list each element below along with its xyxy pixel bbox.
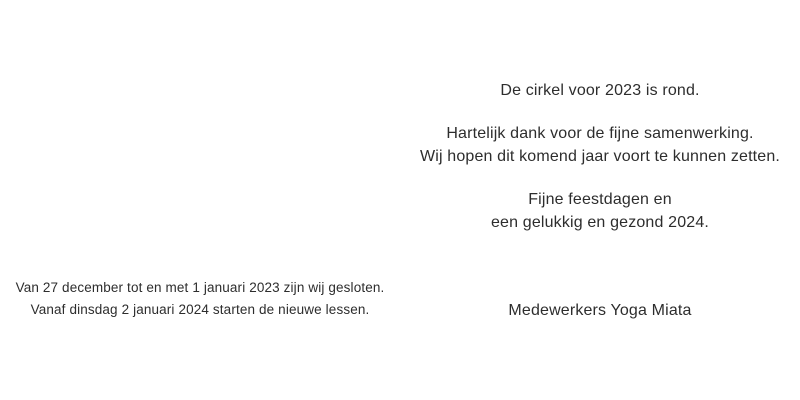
greeting-wishes-line-2: een gelukkig en gezond 2024. (491, 214, 709, 231)
greeting-opening-line: De cirkel voor 2023 is rond. (500, 82, 700, 99)
card-right-page (400, 0, 800, 400)
greeting-opening (400, 79, 800, 102)
signature: Medewerkers Yoga Miata (508, 302, 692, 319)
greeting-message (400, 79, 800, 234)
greeting-thanks-line-2: Wij hopen dit komend jaar voort te kunnen zetten. (419, 148, 781, 165)
greeting-wishes-line-1: Fijne feestdagen en (528, 191, 672, 208)
greeting-wishes (400, 188, 800, 234)
closure-notice-line-1: Van 27 december tot en met 1 januari 2023 zijn wij gesloten. (15, 280, 385, 295)
greeting-thanks-line-1: Hartelijk dank voor de fijne samenwerking. (446, 125, 754, 142)
greeting-thanks (400, 122, 800, 168)
closure-notice-line-2: Vanaf dinsdag 2 januari 2024 starten de nieuwe lessen. (30, 302, 370, 317)
closure-notice (0, 277, 400, 321)
